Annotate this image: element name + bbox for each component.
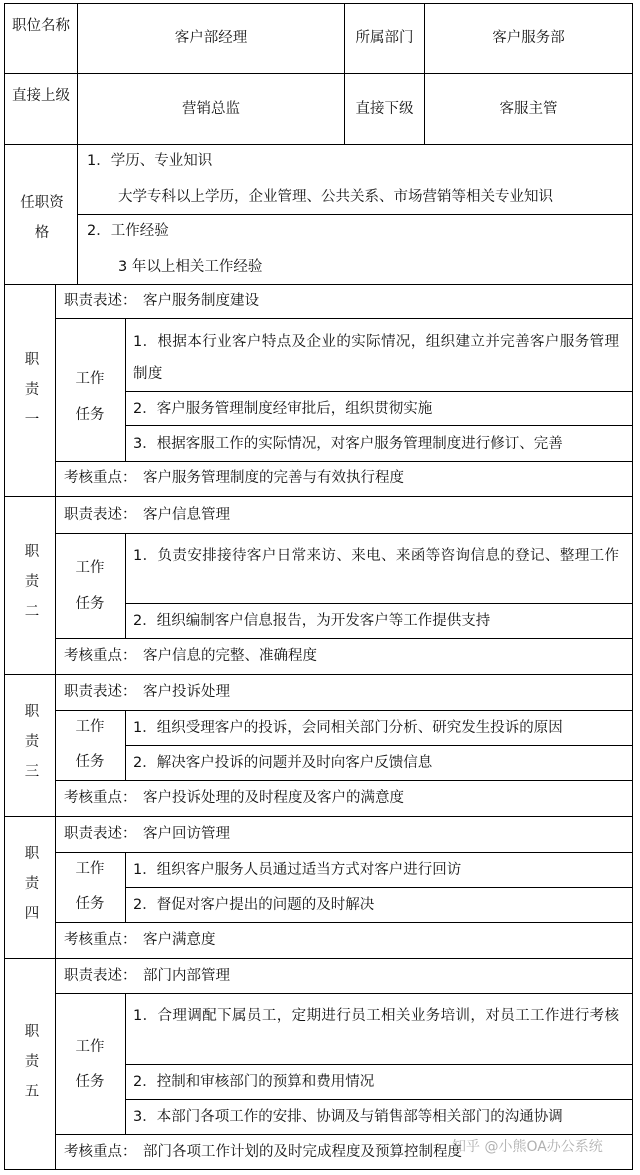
duty-5-desc: 部门内部管理 <box>143 968 230 984</box>
duty-3-label: 职责三 <box>24 704 40 780</box>
duty-3-desc: 客户投诉处理 <box>143 684 230 700</box>
duty-4-desc-label: 职责表述： <box>64 826 137 842</box>
superior-value: 营销总监 <box>182 101 240 117</box>
duty-2-label: 职责二 <box>24 544 40 620</box>
duty-4-kpi: 客户满意度 <box>143 932 216 948</box>
duty-3-task-label: 工作任务 <box>75 719 105 770</box>
duty-4-desc: 客户回访管理 <box>143 826 230 842</box>
dept-label: 所属部门 <box>355 30 414 46</box>
duty-3-task-1: 1．组织受理客户的投诉，会同相关部门分析、研究发生投诉的原因 <box>133 720 563 736</box>
duty-3-task-2: 2．解决客户投诉的问题并及时向客户反馈信息 <box>133 755 433 771</box>
watermark: 知乎 @小熊OA办公系统 <box>452 1139 603 1155</box>
subordinate-label: 直接下级 <box>355 101 414 117</box>
duty-2-desc-label: 职责表述： <box>64 507 137 523</box>
qualification-2-detail: 3 年以上相关工作经验 <box>118 259 263 275</box>
qualification-1-title: 1．学历、专业知识 <box>87 153 213 169</box>
duty-5-task-1: 1．合理调配下属员工，定期进行员工相关业务培训，对员工工作进行考核 <box>133 1008 620 1024</box>
duty-4-task-2: 2．督促对客户提出的问题的及时解决 <box>133 897 375 913</box>
duty-3-kpi: 客户投诉处理的及时程度及客户的满意度 <box>143 790 404 806</box>
duty-1-label: 职责一 <box>24 352 40 428</box>
superior-label: 直接上级 <box>12 88 70 104</box>
duty-5-desc-label: 职责表述： <box>64 968 137 984</box>
duty-5-task-2: 2．控制和审核部门的预算和费用情况 <box>133 1074 375 1090</box>
duty-2-task-2: 2．组织编制客户信息报告，为开发客户等工作提供支持 <box>133 613 491 629</box>
qualifications-label: 任职资格 <box>20 195 64 241</box>
duty-2-kpi: 客户信息的完整、准确程度 <box>143 648 317 664</box>
duty-1-kpi: 客户服务管理制度的完善与有效执行程度 <box>143 470 404 486</box>
duty-4-kpi-label: 考核重点： <box>64 932 137 948</box>
duty-3-kpi-label: 考核重点： <box>64 790 137 806</box>
duty-1-desc-label: 职责表述： <box>64 293 137 309</box>
duty-2-kpi-label: 考核重点： <box>64 648 137 664</box>
qualification-1-detail: 大学专科以上学历，企业管理、公共关系、市场营销等相关专业知识 <box>118 189 553 205</box>
duty-4-task-label: 工作任务 <box>75 861 105 912</box>
duty-2-desc: 客户信息管理 <box>143 507 230 523</box>
duty-1-task-1: 1．根据本行业客户特点及企业的实际情况，组织建立并完善客户服务管理制度 <box>133 334 620 382</box>
position-value: 客户部经理 <box>174 30 248 46</box>
duty-5-kpi: 部门各项工作计划的及时完成程度及预算控制程度 <box>143 1144 462 1160</box>
duty-5-label: 职责五 <box>24 1024 40 1100</box>
duty-1-desc: 客户服务制度建设 <box>143 293 259 309</box>
duty-5-task-label: 工作任务 <box>75 1039 105 1090</box>
duty-5-kpi-label: 考核重点： <box>64 1144 137 1160</box>
duty-1-task-label: 工作任务 <box>75 371 105 423</box>
duty-4-task-1: 1．组织客户服务人员通过适当方式对客户进行回访 <box>133 862 462 878</box>
duty-4-label: 职责四 <box>24 846 40 922</box>
duty-2-task-label: 工作任务 <box>75 560 105 612</box>
duty-1-task-3: 3．根据客服工作的实际情况，对客户服务管理制度进行修订、完善 <box>133 436 563 452</box>
duty-1-task-2: 2．客户服务管理制度经审批后，组织贯彻实施 <box>133 401 433 417</box>
dept-value: 客户服务部 <box>492 30 565 46</box>
qualification-2-title: 2．工作经验 <box>87 223 169 239</box>
subordinate-value: 客服主管 <box>499 101 558 117</box>
duty-5-task-3: 3．本部门各项工作的安排、协调及与销售部等相关部门的沟通协调 <box>133 1109 563 1125</box>
duty-2-task-1: 1．负责安排接待客户日常来访、来电、来函等咨询信息的登记、整理工作 <box>133 548 620 564</box>
duty-3-desc-label: 职责表述： <box>64 684 137 700</box>
position-label: 职位名称 <box>12 18 70 34</box>
duty-1-kpi-label: 考核重点： <box>64 470 137 486</box>
